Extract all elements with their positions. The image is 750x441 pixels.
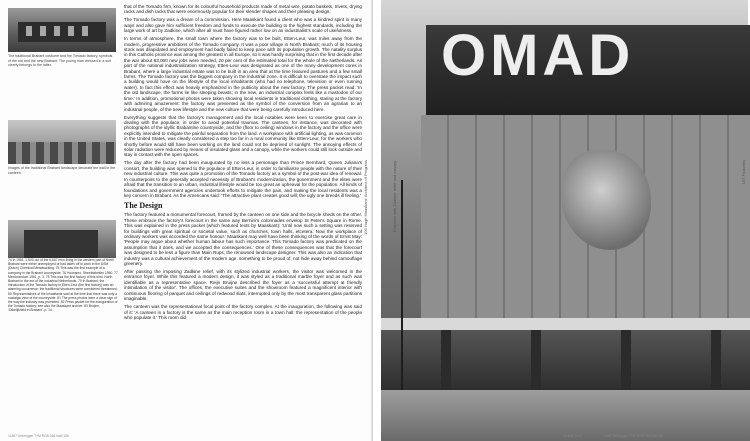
column xyxy=(531,330,541,390)
paragraph: In terms of atmosphere, the small town where the factory was to be built, Etten-Leur, was miles away from the modern, progressive ambitions of the Tomado company. It was a poor village in North Brabant; much of its housing stock was dilapidated and employment had badly failed to keep pace with its population growth. The natality surplus in this Catholic province was among the greatest in all Europe, so it was hardly surprising that in the first decade after the war about 63,000 new jobs were needed, 20 per cent of the estimated total for the whole of the Netherlands. As part of the national industrialization strategy, Etten-Leur was designated as one of the many development cores in Brabant, where a large industrial estate was to be built in an area that at the time featured pastures and a few small farms. The Tomado factory was the biggest company in the industrial zone. It is difficult to overstate the impact such a building would have on the lifestyle of the local inhabitants (who had no telephone, television or even running water). In fact this effect was heavily emphasized in the publicity about the new factory. The press packet read: 'In the old landscape, the farms lie like sleeping beasts; in the new, an industrial complex feels like a mastodon of our time.' In addition, promotional photos were taken showing local residents in traditional clothing, staring at the factory with admiring amazement: the factory was presented as the symbol of the conversion from an agrarian to an industrial people, of the new lifestyle and the new culture that were being carefully introduced here. xyxy=(124,36,362,112)
paragraph: The day after the factory had been inaugurated by no less a personage than Prince Bernhard, Queen Juliana's consort, the building was opened to the populace of Etten-Leur, in order to familiarize people with the nature of their new industrial culture. This was quite a promotion of the Tomado factory as a symbol of the post-war idea of renewal. In counterpoint to the generally accepted necessity of Brabant's modernization, the government and the elites were afraid that the transition to an urban, industrial lifestyle would be too great an upheaval for the population. All kinds of foundations and government agencies undertook efforts to mitigate the pain, and making the local residents was a key concern in Brabant. As the Americans said: 'The attractive plant creates good will; the ugly one breeds ill feeling.' xyxy=(124,160,362,198)
brabant-costume-photo xyxy=(8,8,116,52)
section-heading: The Design xyxy=(124,201,163,211)
glass-entrance xyxy=(381,330,750,390)
caption-canteen: Images of the traditional Brabant landscape decorate the wall in the canteen. xyxy=(8,166,116,175)
column xyxy=(441,330,451,390)
print-slug-right: 11367 Geheugen T+M RGB 018.indd 107 xyxy=(603,434,664,438)
photo-caption-vertical: Entrance with Zadkine relief and canopy. xyxy=(392,160,397,232)
print-slug-date: 8/16/11 10:17 xyxy=(563,434,583,438)
facade-lettering: OMAD xyxy=(441,23,635,88)
main-text-column xyxy=(124,4,362,414)
paragraph: that of the Tomado firm, known for its colourful household products made of metal wire, potato baskets, trivets, drying racks and dish racks that were enormously popular for their slender shapes and their pleasing design. xyxy=(124,4,362,15)
print-slug-left: 11367 Geheugen T+M RGB 018.indd 106 xyxy=(8,434,69,438)
paragraph: The Tomado factory was a dream of a commission. Here Maaskant found a client who was a kindred spirit in many ways and also gave him sufficient freedom and funds to execute the building to the highest standards, including the large work of art by Zadkine, which after all must have figured rather low on an industrialist's scale of usefulness. xyxy=(124,17,362,34)
canteen-wall-photo xyxy=(8,120,116,164)
column xyxy=(711,330,721,390)
caption-costume: The traditional Brabant costume and the Tomado factory, symbols of the old and the new Brabant. The young man dressed in a suit clearly belongs to the latter. xyxy=(8,54,113,68)
footnotes: 74 In 1951, 1,600 out of the 6,667 men living in the western part of North Brabant were either unemployed or had taken off to work in the DSM (Dutch) Chemical Metalworking. 75 This was the first example of a company in the Brabant countryside. 76 Hoonsmo, Streektabellen 1960. 77 Memorandum 1961, p. 3. 78 This was the first factory of this kind; North Brabant in the era of the industrial Netherlands. 79 In Brabant, the introduction of the Tomado factory in Etten-Leur (the first factory) was an alarming occurrence: the traditional structures were considered threatened. 80 Representatives of the inhabitants said at the time that there was only a nostalgic view of the countryside. 81 The press photos were a clear sign of the way the industry was promoted. 82 Press packet for the inauguration of the Tomado factory; see also the Maaskant archive. 83 Bruijne, 'Zakelijkheid in Brabant', p. 14. xyxy=(8,258,118,313)
column xyxy=(621,330,631,390)
paragraph: The canteen was the representational focal point of the factory complex. At the inauguration, the following was said of it: 'A canteen in a factory is the same as the main reception room in a town hall: the representation of the people who populate it.' This room did xyxy=(124,304,362,320)
left-page xyxy=(0,0,373,441)
paragraph: After passing the imposing Zadkine relief, with its stylized industrial workers, the visitor was welcomed in the entrance foyer. While this featured a modern design, it was styled as a traditional marble foyer and as such was identifiable as a representative space. Reijn Bruijne described the foyer as a 'successful attempt at friendly intimidation of the visitor'. The offices, the executive suites and the showroom featured a magnificent interior with continuous flooring of parquet and ceilings of redwood slats, interrupted only by the most transparent glass partitions imaginable. xyxy=(124,269,362,302)
factory-exterior-photo xyxy=(8,220,116,258)
running-head-right: 107 Factories xyxy=(741,160,746,185)
paragraph: The factory featured a monumental forecourt, framed by the canteen on one side and the bicycle sheds on the other. These embrace the factory's forecourt in the same way Bernini's colonnades envelop St Peter's Square in Rome. This was explained in the press packet (which featured texts by Maaskant): 'Until now such a setting was reserved for buildings with great spiritual or societal value, such as churches, town halls, etcetera. Now the workplace of ordinary workers was accorded the same honour.' Maaskant may well have been thinking of the words of Ernst May: 'People may argue about whether human labour has such importance. This Tomado factory was predicated on the assumption that it does, and we accepted the consequences.' One of these consequences was that the forecourt was designed to be less a figure than Main Rups, the renowned landscape designer. This was also an indication that industry was a cultural achievement of the modern age, something to be proud of, not hide away behind camouflage greenery. xyxy=(124,212,362,267)
lamp-post xyxy=(401,180,403,390)
tomado-factory-photo xyxy=(381,0,748,441)
running-head-left: 106 Hugh Maaskant: Architect of Progress xyxy=(363,160,368,235)
paragraph: Everything suggests that the factory's management and the local notables were keen to exercise great care in dealing with the populace, in order to avoid potential traumas. The canteen, for instance, was decorated with photographs of the idyllic Brabantine countryside, and the (floor to ceiling) windows in the factory and the office were explicitly intended to mitigate the painful separation from the land. A workplace with artificial lighting, as was common in the United States, was clearly considered a step too far in a rural community like Etten-Leur, for the workers who shortly before would still have been working on the land could not be deprived of sunlight. The annoying effects of solar radiation were reduced by means of insulated glass and a canopy, while the workers could still look outside and stay in contact with the open spaces. xyxy=(124,114,362,158)
right-page xyxy=(373,0,750,441)
